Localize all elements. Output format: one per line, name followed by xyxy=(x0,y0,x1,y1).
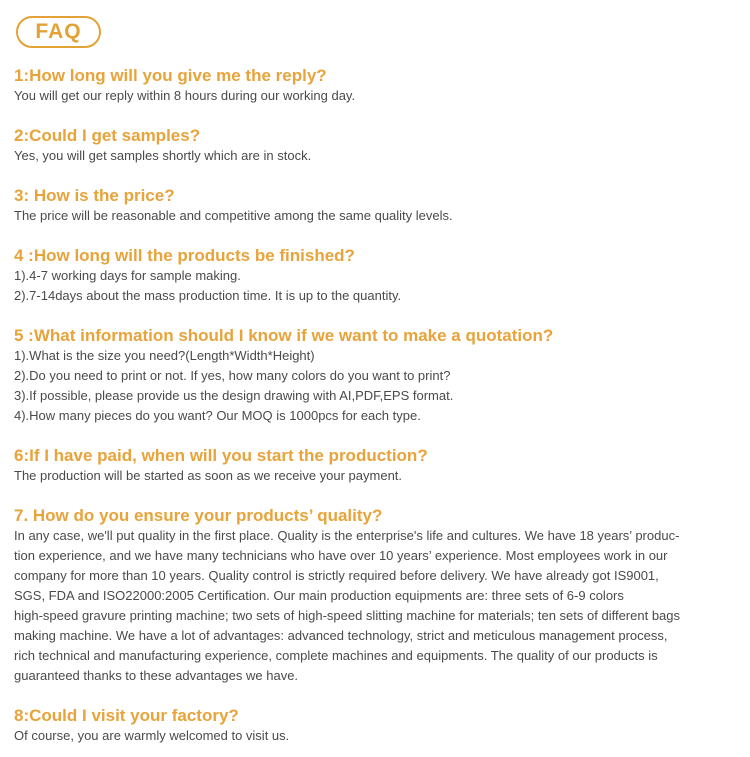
faq-question: 1:How long will you give me the reply? xyxy=(14,66,327,85)
faq-item-5 xyxy=(14,326,740,426)
faq-answer-line: 2).7-14days about the mass production time. It is up to the quantity. xyxy=(14,288,402,303)
faq-item-2 xyxy=(14,126,740,166)
faq-question: 8:Could I visit your factory? xyxy=(14,706,239,725)
faq-item-3 xyxy=(14,186,740,226)
faq-answer-line: You will get our reply within 8 hours during our working day. xyxy=(14,88,356,103)
faq-question: 3: How is the price? xyxy=(14,186,175,205)
faq-item-1 xyxy=(14,66,740,106)
faq-question: 7. How do you ensure your products’ quality? xyxy=(14,506,383,525)
faq-item-4 xyxy=(14,246,740,306)
faq-answer-line: The production will be started as soon as we receive your payment. xyxy=(14,468,403,483)
faq-answer-line: 1).4-7 working days for sample making. xyxy=(14,268,241,283)
faq-answer-line: Of course, you are warmly welcomed to visit us. xyxy=(14,728,290,743)
faq-answer-line: 3).If possible, please provide us the design drawing with AI,PDF,EPS format. xyxy=(14,388,454,403)
faq-answer-line: 2).Do you need to print or not. If yes, how many colors do you want to print? xyxy=(14,368,451,383)
faq-item-6 xyxy=(14,446,740,486)
faq-answer-line: company for more than 10 years. Quality control is strictly required before delivery. We have already got IS9001, xyxy=(14,568,659,583)
faq-answer-line: The price will be reasonable and competitive among the same quality levels. xyxy=(14,208,453,223)
faq-answer-line: SGS, FDA and ISO22000:2005 Certification. Our main production equipments are: three sets of 6-9 colors xyxy=(14,588,624,603)
faq-question: 5 :What information should I know if we want to make a quotation? xyxy=(14,326,554,345)
faq-answer-line: Yes, you will get samples shortly which are in stock. xyxy=(14,148,312,163)
faq-answer-line: making machine. We have a lot of advantages: advanced technology, strict and meticulous management process, xyxy=(14,628,668,643)
faq-answer-line: rich technical and manufacturing experience, complete machines and equipments. The quality of our products is xyxy=(14,648,658,663)
faq-badge: FAQ xyxy=(16,16,101,48)
faq-question: 6:If I have paid, when will you start the production? xyxy=(14,446,428,465)
faq-answer-line: 4).How many pieces do you want? Our MOQ is 1000pcs for each type. xyxy=(14,408,421,423)
faq-answer-line: tion experience, and we have many technicians who have over 10 years’ experience. Most employees work in our xyxy=(14,548,668,563)
faq-answer-line: high-speed gravure printing machine; two sets of high-speed slitting machine for materials; ten sets of different bags xyxy=(14,608,681,623)
faq-question: 2:Could I get samples? xyxy=(14,126,201,145)
faq-answer-line: 1).What is the size you need?(Length*Width*Height) xyxy=(14,348,315,363)
faq-answer-line: In any case, we'll put quality in the first place. Quality is the enterprise's life and cultures. We have 18 years’ produc- xyxy=(14,528,680,543)
faq-answer-line: guaranteed thanks to these advantages we have. xyxy=(14,668,299,683)
faq-item-7 xyxy=(14,506,740,686)
faq-item-8 xyxy=(14,706,740,746)
faq-question: 4 :How long will the products be finished? xyxy=(14,246,355,265)
